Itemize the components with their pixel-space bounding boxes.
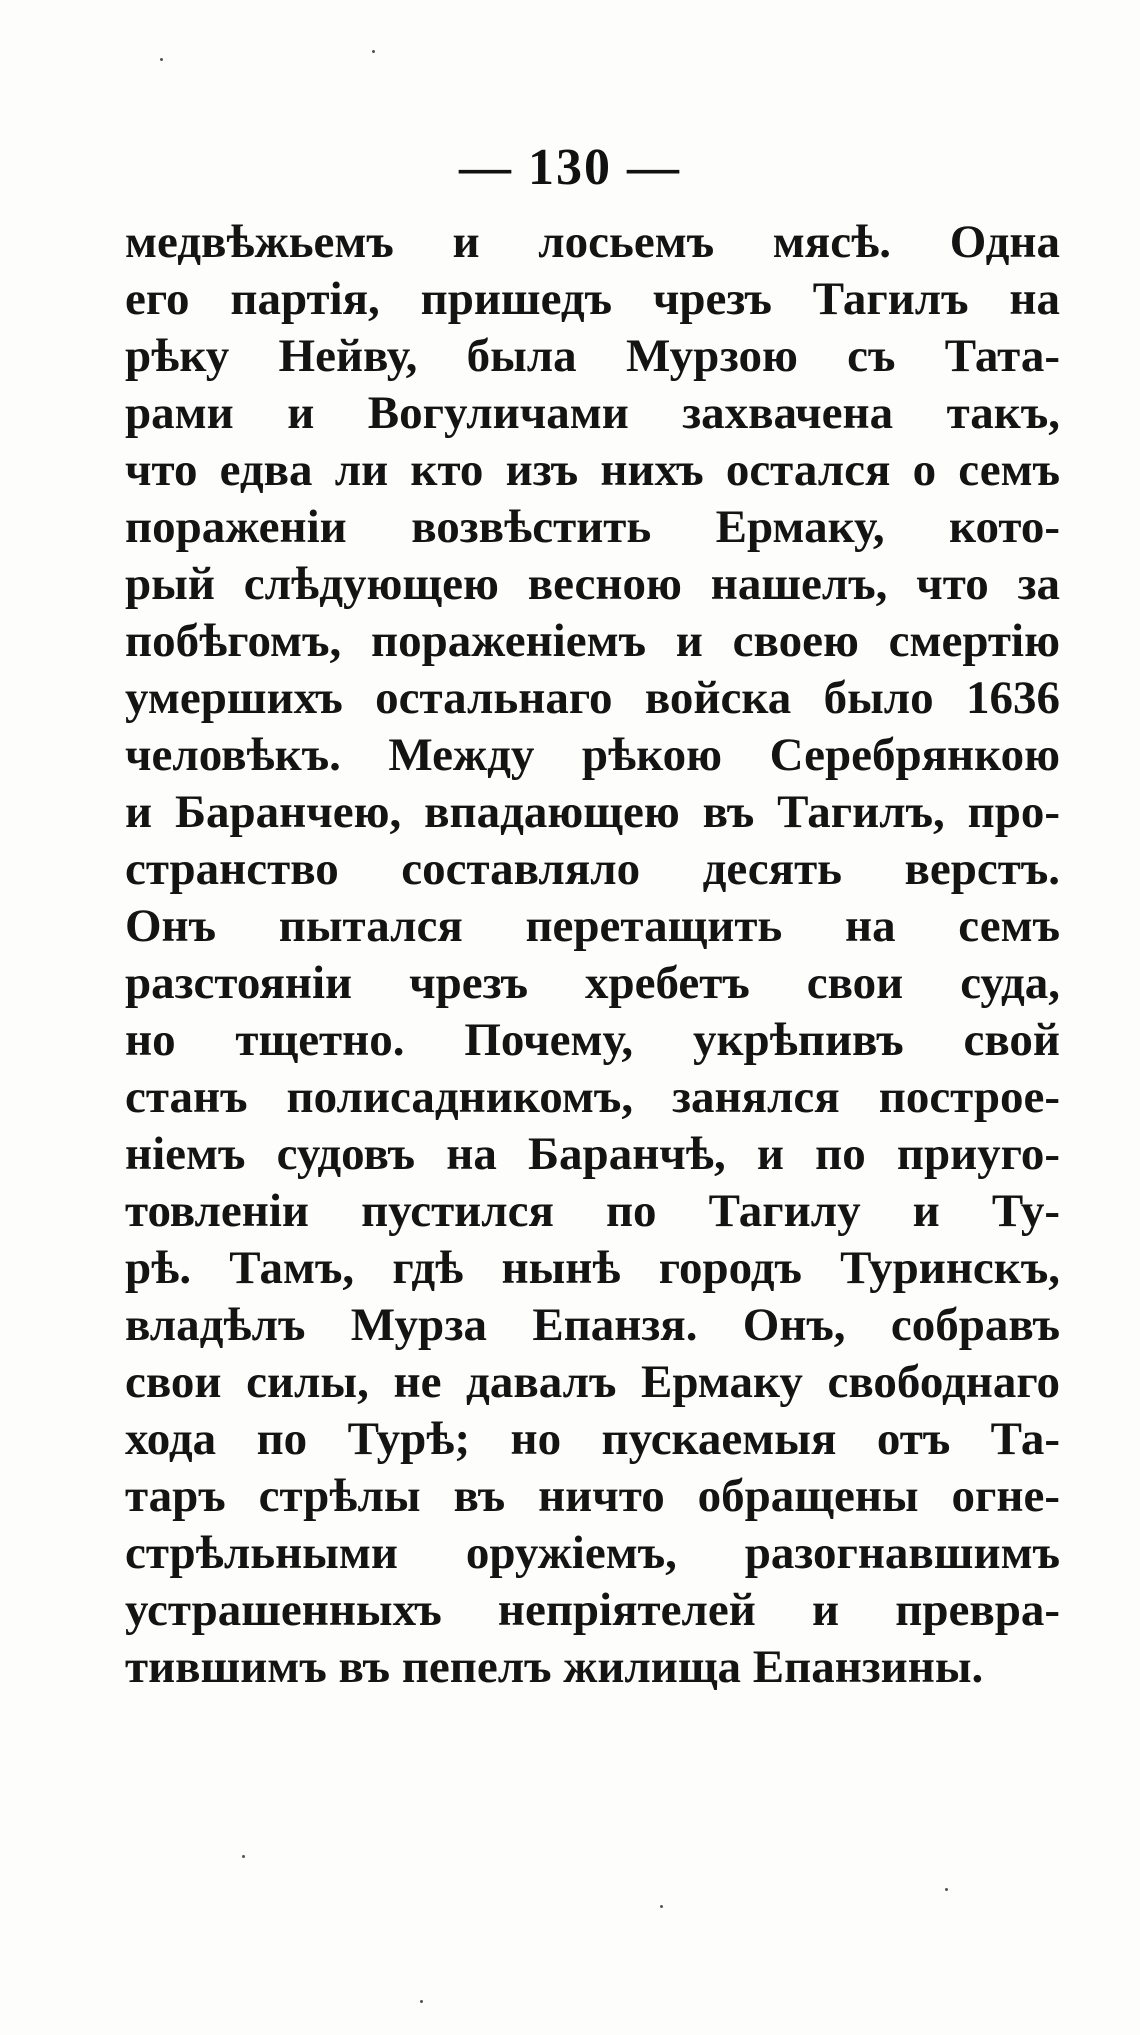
text-line: Онъ пытался перетащить на семъ (125, 900, 1060, 952)
text-line: но тщетно. Почему, укрѣпивъ свой (125, 1014, 1060, 1066)
text-line: стрѣльными оружіемъ, разогнавшимъ (125, 1527, 1060, 1579)
paper-speck (242, 1855, 245, 1858)
text-line: рѣ. Тамъ, гдѣ нынѣ городъ Туринскъ, (125, 1242, 1060, 1294)
text-line: умершихъ остальнаго войска было 1636 (125, 672, 1060, 724)
text-line: рами и Вогуличами захвачена такъ, (125, 387, 1060, 439)
text-line: ніемъ судовъ на Баранчѣ, и по приуго- (125, 1128, 1060, 1180)
text-line: устрашенныхъ непріятелей и превра- (125, 1584, 1060, 1636)
paper-speck (660, 1905, 663, 1908)
text-line: его партія, пришедъ чрезъ Тагилъ на (125, 273, 1060, 325)
body-text (125, 214, 1060, 1696)
paper-speck (945, 1888, 948, 1891)
text-line: пораженіи возвѣстить Ермаку, кото- (125, 501, 1060, 553)
text-line: медвѣжьемъ и лосьемъ мясѣ. Одна (125, 216, 1060, 268)
text-line: хода по Турѣ; но пускаемыя отъ Та- (125, 1413, 1060, 1465)
text-line: товленіи пустился по Тагилу и Ту- (125, 1185, 1060, 1237)
text-line: тившимъ въ пепелъ жилища Епанзины. (125, 1641, 984, 1693)
text-line: разстояніи чрезъ хребетъ свои суда, (125, 957, 1060, 1009)
text-line: побѣгомъ, пораженіемъ и своею смертію (125, 615, 1060, 667)
text-line: рѣку Нейву, была Мурзою съ Тата- (125, 330, 1060, 382)
text-line: странство составляло десять верстъ. (125, 843, 1060, 895)
text-line: и Баранчею, впадающею въ Тагилъ, про- (125, 786, 1060, 838)
paper-speck (160, 58, 163, 61)
text-line: станъ полисадникомъ, занялся построе- (125, 1071, 1060, 1123)
page-number: — 130 — (459, 139, 681, 196)
paper-speck (420, 2000, 423, 2003)
text-line: владѣлъ Мурза Епанзя. Онъ, собравъ (125, 1299, 1060, 1351)
text-line: человѣкъ. Между рѣкою Серебрянкою (125, 729, 1060, 781)
text-line: что едва ли кто изъ нихъ остался о семъ (125, 444, 1060, 496)
text-line: таръ стрѣлы въ ничто обращены огне- (125, 1470, 1060, 1522)
text-line: свои силы, не давалъ Ермаку свободнаго (125, 1356, 1060, 1408)
text-line: рый слѣдующею весною нашелъ, что за (125, 558, 1060, 610)
paper-speck (372, 50, 375, 53)
